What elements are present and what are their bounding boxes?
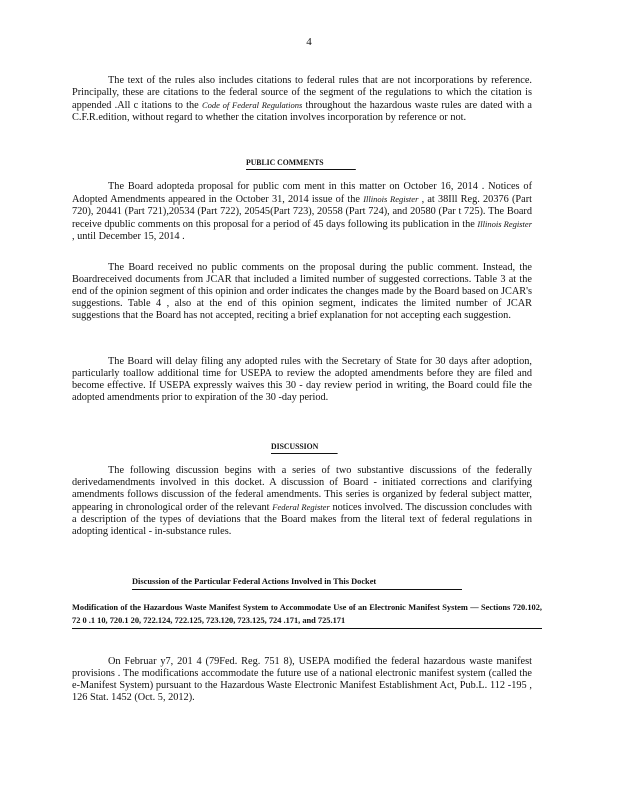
cfr-title: Code of Federal Regulations	[201, 100, 303, 111]
paragraph-manifest	[72, 656, 532, 704]
section-title: Discussion of the Particular Federal Actions Involved in This Docket	[132, 576, 462, 590]
heading-discussion: DISCUSSION	[271, 440, 338, 454]
paragraph-text: The following discussion begins with a series of two substantive discussions of the federally derivedamendments involved in this docket. A discussion of Board - initiated corrections and clarifying amendments follows discussion of the federal amendments. This series is organized by federal subject matter, appearing in chronological order of the relevant	[72, 465, 532, 514]
register-title: Illinois Register	[363, 194, 419, 205]
paragraph-delay	[72, 356, 532, 404]
paragraph-text: The text of the rules also includes citations to federal rules that are not incorporations by reference. Principally, these are citations to the federal source of the segment of the regulations to which the citation is appended .All c itations to the	[72, 75, 532, 112]
paragraph-text: On Februar y7, 201 4 (79Fed. Reg. 751 8), USEPA modified the federal hazardous waste manifest provisions . The modifications accommodate the future use of a national electronic manifest system (called the e-Manifest System) pursuant to the Hazardous Waste Electronic Manifest Establishment Act, Pub.L. 112 -195 , 126 Stat. 1452 (Oct. 5, 2012).	[72, 656, 532, 704]
paragraph-jcar	[72, 262, 532, 322]
paragraph-text: notices involved. The discussion concludes with a description of the types of deviations that the Board makes from the literal text of federal regulations in adopting identical - in-substance rules.	[72, 502, 533, 538]
register-title: Illinois Register	[477, 219, 533, 230]
page-number: 4	[306, 36, 312, 48]
paragraph-text: , at 38Ill Reg. 20376 (Part 720), 20441 (Part 721),20534 (Part 722), 20545(Part 723), 20558 (Part 724), and 20580 (Par t 725). The Board receive dpublic comments on this proposal for a period of 45 days following its publication in the	[72, 194, 532, 231]
paragraph-text: , until December 15, 2014 .	[72, 231, 185, 243]
section-heading-manifest: Modification of the Hazardous Waste Manifest System to Accommodate Use of an Electronic Manifest System — Sections 720.102, 72 0 .1 10, 720.1 20, 722.124, 722.125, 723.120, 723.125, 724 .171, and 725.171	[72, 601, 542, 629]
federal-register-title: Federal Register	[272, 502, 330, 513]
paragraph-text: The Board adopteda proposal for public com ment in this matter on October 16, 2014 . Notices of Adopted Amendments appeared in the October 31, 2014 issue of the	[72, 181, 532, 206]
paragraph-proposal	[72, 181, 532, 243]
heading-public-comments: PUBLIC COMMENTS	[246, 156, 356, 170]
paragraph-discussion	[72, 465, 532, 539]
paragraph-citations	[72, 75, 532, 124]
paragraph-text: throughout the hazardous waste rules are dated with a C.F.R.edition, without regard to whether the citation involves incorporation by reference or not.	[72, 100, 532, 124]
paragraph-text: The Board received no public comments on the proposal during the public comment. Instead, the Boardreceived documents from JCAR that included a limited number of suggested corrections. Table 3 at the end of the opinion segment of this opinion and order indicates the changes made by the Board based on JCAR's suggestions. Table 4 , also at the end of this opinion segment, indicates the limited number of JCAR suggestions that the Board has not accepted, reciting a brief explanation for not accepting each suggestion.	[72, 262, 532, 322]
paragraph-text: The Board will delay filing any adopted rules with the Secretary of State for 30 days after adoption, particularly toallow additional time for USEPA to review the adopted amendments before they are filed and become effective. If USEPA expressly waives this 30 - day review period in writing, the Board could file the adopted amendments prior to expiration of the 30 -day period.	[72, 356, 532, 404]
